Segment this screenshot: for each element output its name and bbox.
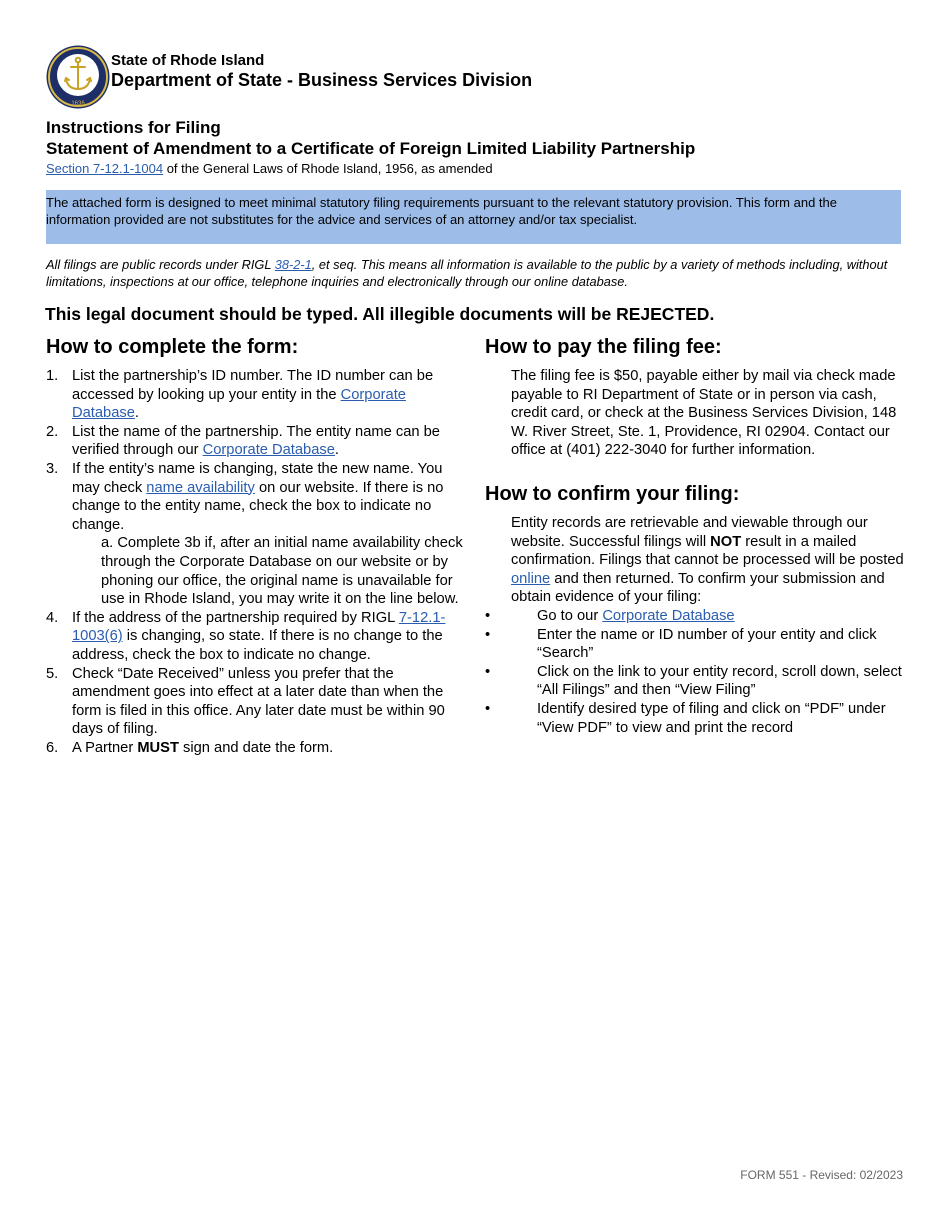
fee-and-confirm-section bbox=[485, 335, 905, 737]
step-3a-text: a. Complete 3b if, after an initial name availability check through the Corporate Database on our website or by phoning our office, the original name is unavailable for use in Rhode Island, you may write it on the line below. bbox=[101, 535, 463, 608]
bullet-text: Go to our bbox=[537, 607, 603, 624]
bullet: • bbox=[485, 663, 491, 680]
step-text-end: on our website. If there is no change to the entity name, check the box to indicate no change. bbox=[72, 479, 444, 533]
section-link[interactable]: Section 7-12.1-1004 bbox=[46, 161, 164, 176]
list-item bbox=[46, 460, 471, 609]
list-item bbox=[485, 607, 905, 626]
disclaimer-notice bbox=[46, 190, 901, 244]
step-number: 5. bbox=[46, 665, 59, 682]
confirm-steps-list bbox=[485, 607, 905, 737]
step-text: List the name of the partnership. The entity name can be verified through our bbox=[72, 423, 440, 459]
public-records-text-end: , et seq. This means all information is available to the public by a variety of methods including, without limitations, inspections at our office, telephone inquiries and electronically through our online database. bbox=[46, 257, 888, 289]
form-footer: FORM 551 - Revised: 02/2023 bbox=[740, 1168, 903, 1182]
list-item bbox=[46, 665, 471, 739]
list-item bbox=[46, 609, 471, 665]
confirm-text-2: result in a mailed confirmation. Filings that cannot be processed will be posted bbox=[511, 533, 904, 569]
pay-fee-heading: How to pay the filing fee: bbox=[485, 336, 722, 358]
step-text: If the address of the partnership required by RIGL bbox=[72, 609, 399, 626]
step-text: List the partnership’s ID number. The ID number can be accessed by looking up your entity in the bbox=[72, 368, 434, 403]
name-availability-link[interactable]: name availability bbox=[146, 479, 255, 496]
step-text-end: is changing, so state. If there is no change to the address, check the box to indicate no change. bbox=[72, 628, 443, 663]
bullet: • bbox=[485, 626, 491, 643]
step-number: 1. bbox=[46, 368, 59, 384]
complete-steps-list bbox=[46, 367, 471, 757]
complete-form-heading: How to complete the form: bbox=[46, 336, 299, 358]
step-text: A Partner bbox=[72, 739, 138, 756]
corporate-database-link[interactable]: Corporate Database bbox=[202, 442, 335, 459]
bullet-text: Enter the name or ID number of your entity and click “Search” bbox=[537, 626, 877, 662]
bullet-text: Click on the link to your entity record, scroll down, select “All Filings” and then “View Filing” bbox=[537, 663, 902, 699]
list-item bbox=[46, 739, 471, 758]
seal-year: 1636 bbox=[71, 101, 85, 107]
corporate-database-link[interactable]: Corporate Database bbox=[602, 607, 735, 624]
step-text-end: sign and date the form. bbox=[178, 739, 334, 756]
not-emphasis: NOT bbox=[710, 533, 742, 550]
step-text-end: . bbox=[334, 442, 340, 459]
department-name: Department of State - Business Services Division bbox=[111, 70, 533, 90]
public-records-note bbox=[46, 256, 906, 290]
list-item bbox=[46, 423, 471, 460]
confirm-text-3: and then returned. To confirm your submission and obtain evidence of your filing: bbox=[511, 570, 885, 606]
state-name: State of Rhode Island bbox=[111, 52, 265, 69]
rigl-38-2-1-link[interactable]: 38-2-1 bbox=[274, 257, 312, 272]
list-item bbox=[485, 700, 905, 737]
law-citation bbox=[46, 160, 906, 177]
step-number: 3. bbox=[46, 460, 59, 477]
confirm-filing-heading: How to confirm your filing: bbox=[485, 482, 740, 505]
notice-line-2: information provided are not substitutes for the advice and services of an attorney and/or tax specialist. bbox=[46, 212, 638, 227]
step-text: If the entity’s name is changing, state the new name. You may check bbox=[72, 460, 443, 496]
online-link[interactable]: online bbox=[511, 570, 551, 587]
typed-warning: This legal document should be typed. All illegible documents will be REJECTED. bbox=[45, 304, 715, 324]
corporate-database-link[interactable]: Corporate Database bbox=[72, 386, 406, 422]
list-item bbox=[485, 626, 905, 663]
step-text-end: . bbox=[134, 405, 139, 422]
step-number: 4. bbox=[46, 609, 59, 626]
filing-fee-text: The filing fee is $50, payable either by mail via check made payable to RI Department of State or in person via cash, credit card, or check at the Business Services Division, 148 W. River Street, Ste. 1, Providence, RI 02904. Contact our office at (401) 222-3040 for further information. bbox=[511, 368, 897, 459]
rhode-island-seal-logo bbox=[46, 45, 110, 109]
confirm-text-1: Entity records are retrievable and viewable through our website. Successful filings will bbox=[511, 514, 868, 550]
law-citation-text: of the General Laws of Rhode Island, 1956, as amended bbox=[163, 161, 493, 176]
notice-line-1: The attached form is designed to meet minimal statutory filing requirements pursuant to the relevant statutory provision. This form and the bbox=[46, 195, 837, 210]
title-instructions: Instructions for Filing bbox=[46, 118, 221, 137]
list-item bbox=[46, 367, 471, 423]
must-emphasis: MUST bbox=[137, 739, 179, 756]
step-text: Check “Date Received” unless you prefer that the amendment goes into effect at a later date than when the form is filed in this office. Any later date must be within 90 days of filing. bbox=[72, 665, 445, 738]
list-item bbox=[485, 663, 905, 700]
step-number: 6. bbox=[46, 739, 59, 756]
title-statement: Statement of Amendment to a Certificate of Foreign Limited Liability Partnership bbox=[46, 139, 696, 158]
public-records-text: All filings are public records under RIGL bbox=[46, 257, 275, 272]
confirm-text bbox=[511, 514, 905, 607]
step-number: 2. bbox=[46, 423, 59, 440]
bullet: • bbox=[485, 700, 491, 717]
bullet-text: Identify desired type of filing and click on “PDF” under “View PDF” to view and print the record bbox=[537, 700, 886, 736]
complete-form-section bbox=[46, 335, 471, 757]
bullet: • bbox=[485, 607, 491, 624]
agency-header bbox=[111, 52, 532, 91]
document-titles bbox=[46, 117, 906, 177]
rigl-7-12-1-1003-link[interactable]: 7-12.1-1003(6) bbox=[72, 609, 446, 645]
